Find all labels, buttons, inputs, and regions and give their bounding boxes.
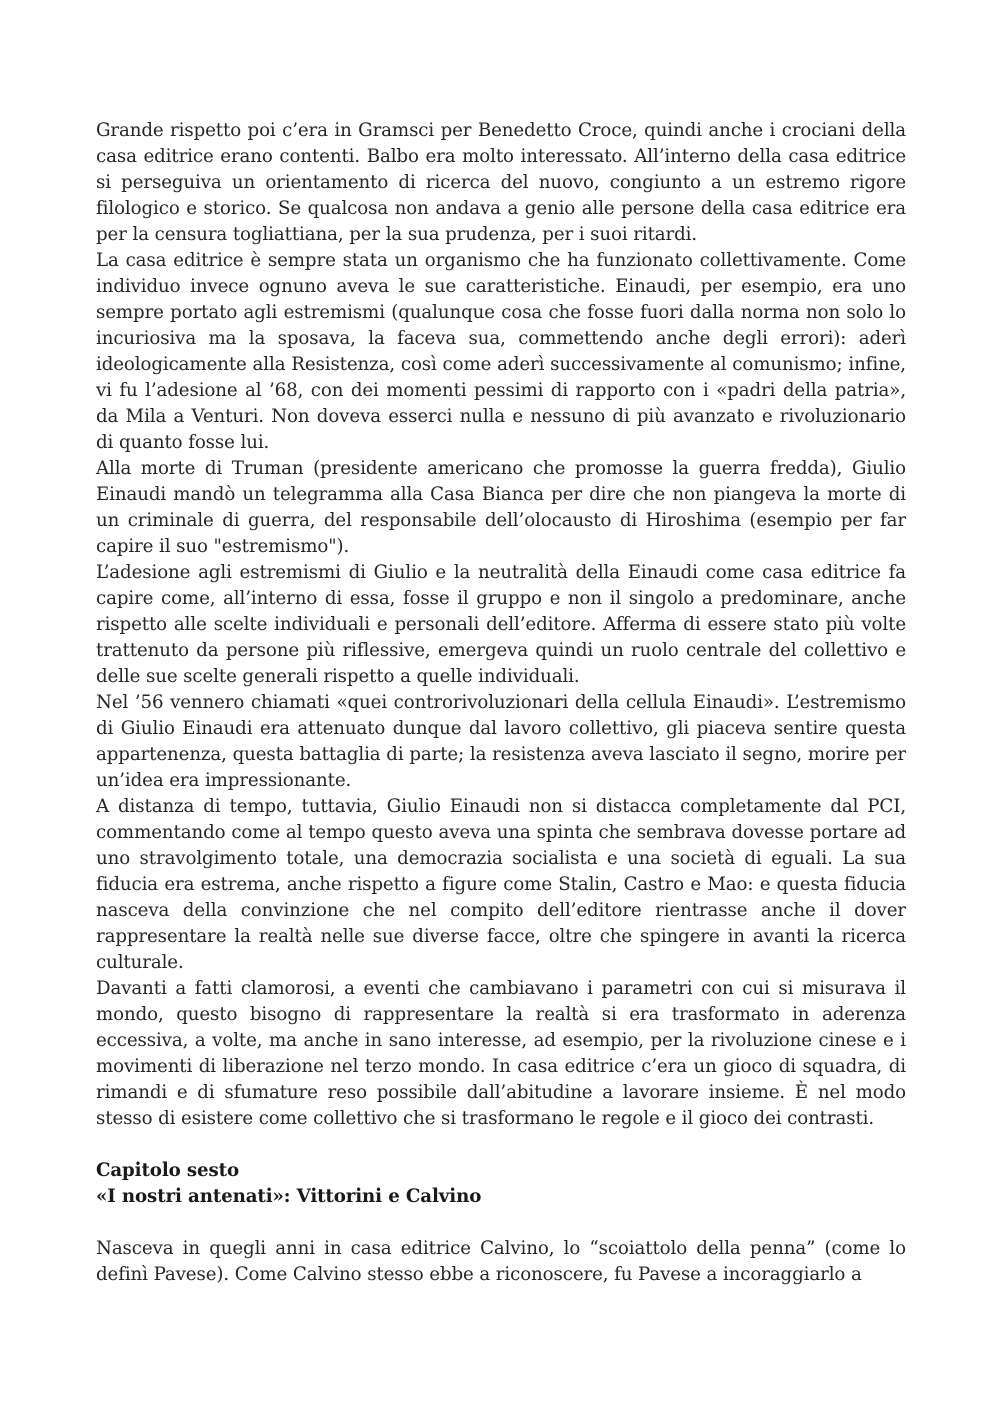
chapter-heading <box>96 1158 906 1210</box>
body-paragraph-2: La casa editrice è sempre stata un organismo che ha funzionato collettivamente. Come individuo invece ognuno aveva le sue caratteristiche. Einaudi, per esempio, era uno sempre portato agli estremismi (qualunque cosa che fosse fuori dalla norma non solo lo incuriosiva ma la sposava, la faceva sua, commettendo anche degli errori): aderì ideologicamente alla Resistenza, così come aderì successivamente al comunismo; infine, vi fu l’adesione al ’68, con dei momenti pessimi di rapporto con i «padri della patria», da Mila a Venturi. Non doveva esserci nulla e nessuno di più avanzato e rivoluzionario di quanto fosse lui. <box>96 250 906 453</box>
chapter-title: «I nostri antenati»: Vittorini e Calvino <box>96 1186 482 1207</box>
closing-paragraph: Nasceva in quegli anni in casa editrice Calvino, lo “scoiattolo della penna” (come lo definì Pavese). Come Calvino stesso ebbe a riconoscere, fu Pavese a incoraggiarlo a <box>96 1238 906 1285</box>
chapter-label: Capitolo sesto <box>96 1160 239 1181</box>
body-paragraph-5: Nel ’56 vennero chiamati «quei controrivoluzionari della cellula Einaudi». L’estremismo di Giulio Einaudi era attenuato dunque dal lavoro collettivo, gli piaceva sentire questa appartenenza, questa battaglia di parte; la resistenza aveva lasciato il segno, morire per un’idea era impressionante. <box>96 692 906 791</box>
body-paragraph-7: Davanti a fatti clamorosi, a eventi che cambiavano i parametri con cui si misurava il mondo, questo bisogno di rappresentare la realtà si era trasformato in aderenza eccessiva, a volte, ma anche in sano interesse, ad esempio, per la rivoluzione cinese e i movimenti di liberazione nel terzo mondo. In casa editrice c’era un gioco di squadra, di rimandi e di sfumature reso possibile dall’abitudine a lavorare insieme. È nel modo stesso di esistere come collettivo che si trasformano le regole e il gioco dei contrasti. <box>96 978 906 1129</box>
body-paragraph-1: Grande rispetto poi c’era in Gramsci per Benedetto Croce, quindi anche i crociani della casa editrice erano contenti. Balbo era molto interessato. All’interno della casa editrice si perseguiva un orientamento di ricerca del nuovo, congiunto a un estremo rigore filologico e storico. Se qualcosa non andava a genio alle persone della casa editrice era per la censura togliattiana, per la sua prudenza, per i suoi ritardi. <box>96 120 906 245</box>
body-paragraph-4: L’adesione agli estremismi di Giulio e la neutralità della Einaudi come casa editrice fa capire come, all’interno di essa, fosse il gruppo e non il singolo a predominare, anche rispetto alle scelte individuali e personali dell’editore. Afferma di essere stato più volte trattenuto da persone più riflessive, emergeva quindi un ruolo centrale del collettivo e delle sue scelte generali rispetto a quelle individuali. <box>96 562 906 687</box>
document-page <box>96 118 906 1288</box>
body-paragraph-6: A distanza di tempo, tuttavia, Giulio Einaudi non si distacca completamente dal PCI, commentando come al tempo questo aveva una spinta che sembrava dovesse portare ad uno stravolgimento totale, una democrazia socialista e una società di eguali. La sua fiducia era estrema, anche rispetto a figure come Stalin, Castro e Mao: e questa fiducia nasceva della convinzione che nel compito dell’editore rientrasse anche il dover rappresentare la realtà nelle sue diverse facce, oltre che spingere in avanti la ricerca culturale. <box>96 796 906 973</box>
body-paragraph-3: Alla morte di Truman (presidente americano che promosse la guerra fredda), Giulio Einaudi mandò un telegramma alla Casa Bianca per dire che non piangeva la morte di un criminale di guerra, del responsabile dell’olocausto di Hiroshima (esempio per far capire il suo "estremismo"). <box>96 458 906 557</box>
